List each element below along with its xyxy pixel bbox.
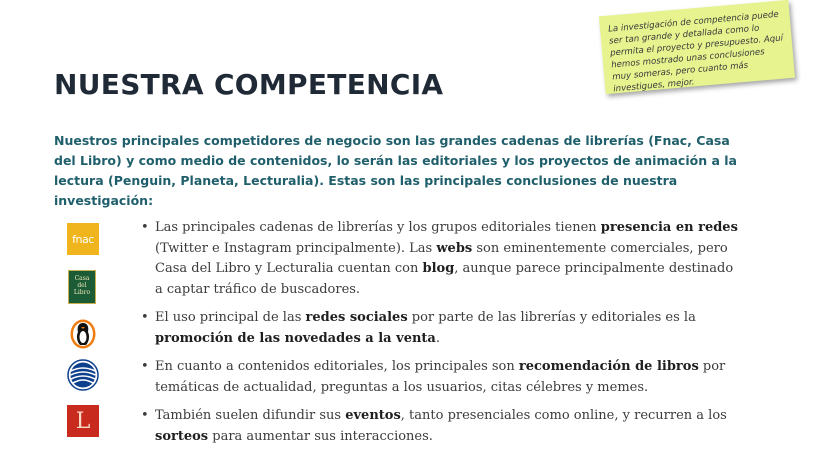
page-title: NUESTRA COMPETENCIA bbox=[54, 68, 444, 101]
item-text: por parte de las librerías y editoriales es la bbox=[407, 310, 696, 325]
item-text: , tanto presenciales como online, y recurren a los bbox=[400, 408, 727, 423]
list-item bbox=[138, 308, 738, 349]
casa-del-libro-logo bbox=[68, 270, 96, 304]
item-text: Las principales cadenas de librerías y los grupos editoriales tienen bbox=[155, 220, 601, 235]
list-item bbox=[138, 218, 738, 300]
item-highlight: blog bbox=[422, 261, 455, 276]
item-text: En cuanto a contenidos editoriales, los principales son bbox=[155, 359, 519, 374]
item-highlight: recomendación de libros bbox=[518, 359, 699, 374]
list-item bbox=[138, 406, 738, 447]
item-text: para aumentar sus interacciones. bbox=[208, 428, 433, 444]
item-text: son eminentemente comerciales, pero Casa del Libro y Lecturalia cuentan con bbox=[155, 240, 728, 276]
item-text: , aunque parece principalmente destinado a captar tráfico de buscadores. bbox=[155, 261, 734, 297]
item-highlight: redes sociales bbox=[305, 310, 408, 325]
lecturalia-logo bbox=[67, 405, 99, 437]
item-highlight: promoción de las novedades a la venta bbox=[155, 330, 436, 346]
item-text: También suelen difundir sus bbox=[155, 408, 346, 423]
casa-logo-line: Libro bbox=[73, 289, 91, 296]
casa-logo-line: del bbox=[77, 282, 87, 289]
fnac-logo-text: fnac bbox=[72, 232, 94, 246]
penguin-logo bbox=[70, 319, 96, 349]
planeta-logo bbox=[67, 359, 99, 391]
intro-paragraph: Nuestros principales competidores de negocio son las grandes cadenas de librerías (Fnac, Casa del Libro) y como medio de contenidos, lo serán las editoriales y los proyectos de animación a la lectura (Penguin, Planeta, Lecturalia). Estas son las principales conclusiones de nuestra investigación: bbox=[54, 133, 737, 208]
item-text: . bbox=[435, 330, 440, 346]
item-text: por temáticas de actualidad, preguntas a los usuarios, citas célebres y memes. bbox=[155, 359, 726, 395]
lecturalia-logo-letter: L bbox=[75, 408, 91, 434]
item-text: (Twitter e Instagram principalmente). Las bbox=[155, 240, 437, 256]
item-highlight: webs bbox=[436, 240, 473, 256]
item-text: El uso principal de las bbox=[155, 310, 306, 325]
conclusions-list bbox=[138, 218, 738, 455]
list-item bbox=[138, 357, 738, 398]
item-highlight: eventos bbox=[345, 408, 401, 423]
fnac-logo bbox=[67, 223, 99, 255]
casa-logo-line: Casa bbox=[74, 275, 90, 282]
item-highlight: presencia en redes bbox=[600, 220, 738, 235]
sticky-note-text: La investigación de competencia puede ser tan grande y detallada como lo permita el proyecto y presupuesto. Aquí hemos mostrado unas conclusiones muy someras, pero cuanto más investigues, mejor. bbox=[607, 9, 784, 95]
item-highlight: sorteos bbox=[155, 428, 209, 444]
sticky-note bbox=[599, 0, 795, 94]
